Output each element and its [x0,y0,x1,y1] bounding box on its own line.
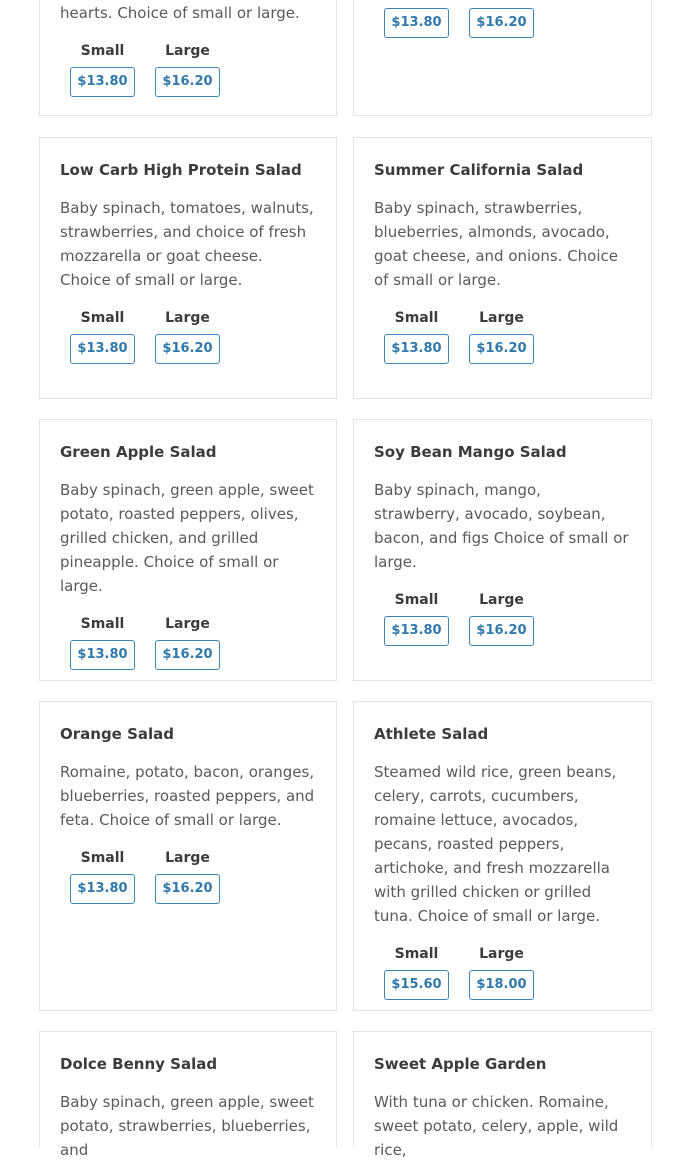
item-description: Steamed wild rice, green beans, celery, carrots, cucumbers, romaine lettuce, avocados, pecans, roasted peppers, artichoke, and fresh mozzarella with grilled chicken or grilled tuna. Choice of small or large. [374,763,617,925]
item-title: Orange Salad [60,725,175,743]
size-options [60,612,316,670]
price-large-button[interactable]: $16.20 [155,334,220,364]
price-small-button[interactable]: $13.80 [384,8,449,38]
size-options [60,846,316,904]
size-small-label: Small [394,592,439,608]
item-title: Low Carb High Protein Salad [60,161,302,179]
size-small-label: Small [394,946,439,962]
size-large-label: Large [479,592,524,608]
size-options [374,942,631,1000]
price-large-button[interactable]: $16.20 [155,640,220,670]
size-options [374,306,631,364]
menu-card [353,137,652,399]
item-description: Baby spinach, mango, strawberry, avocado, soybean, bacon, and figs Choice of small or large. [374,481,629,571]
size-options [60,39,316,97]
item-title: Green Apple Salad [60,443,217,461]
item-description: Baby spinach, green apple, sweet potato, roasted peppers, olives, grilled chicken, and grilled pineapple. Choice of small or large. [60,481,314,595]
menu-card [39,0,337,116]
price-small-button[interactable]: $13.80 [70,67,135,97]
price-small-button[interactable]: $15.60 [384,970,449,1000]
menu-card [353,1031,652,1159]
size-large-label: Large [479,946,524,962]
price-large-button[interactable]: $16.20 [469,334,534,364]
menu-card [39,419,337,681]
price-small-button[interactable]: $13.80 [70,874,135,904]
price-small-button[interactable]: $13.80 [70,640,135,670]
menu-card [39,701,337,1011]
item-title: Dolce Benny Salad [60,1055,218,1073]
item-title: Summer California Salad [374,161,584,179]
size-small-label: Small [394,310,439,326]
size-options [60,306,316,364]
item-description: Baby spinach, tomatoes, walnuts, strawberries, and choice of fresh mozzarella or goat cheese. Choice of small or large. [60,199,314,289]
item-title: Athlete Salad [374,725,489,743]
item-description: Romaine, potato, bacon, oranges, blueberries, roasted peppers, and feta. Choice of small or large. [60,763,315,829]
menu-card [353,0,652,116]
size-large-label: Large [165,43,210,59]
menu-card [39,137,337,399]
size-small-label: Small [80,616,125,632]
item-description: Baby spinach, green apple, sweet potato, strawberries, blueberries, and [60,1093,314,1159]
item-title: Sweet Apple Garden [374,1055,547,1073]
size-small-label: Small [80,310,125,326]
size-small-label: Small [80,43,125,59]
item-description: Baby spinach, strawberries, blueberries, almonds, avocado, goat cheese, and onions. Choice of small or large. [374,199,619,289]
size-large-label: Large [165,616,210,632]
size-large-label: Large [165,310,210,326]
price-large-button[interactable]: $18.00 [469,970,534,1000]
price-large-button[interactable]: $16.20 [155,67,220,97]
price-large-button[interactable]: $16.20 [155,874,220,904]
size-large-label: Large [165,850,210,866]
price-small-button[interactable]: $13.80 [384,616,449,646]
price-small-button[interactable]: $13.80 [384,334,449,364]
item-title: Soy Bean Mango Salad [374,443,567,461]
size-small-label: Small [80,850,125,866]
price-small-button[interactable]: $13.80 [70,334,135,364]
price-large-button[interactable]: $16.20 [469,616,534,646]
item-description: hearts. Choice of small or large. [60,4,300,22]
menu-card [353,701,652,1011]
price-large-button[interactable]: $16.20 [469,8,534,38]
item-description: With tuna or chicken. Romaine, sweet potato, celery, apple, wild rice, [374,1093,619,1159]
size-options [374,4,631,38]
size-options [374,588,631,646]
menu-card [39,1031,337,1159]
menu-card [353,419,652,681]
size-large-label: Large [479,310,524,326]
